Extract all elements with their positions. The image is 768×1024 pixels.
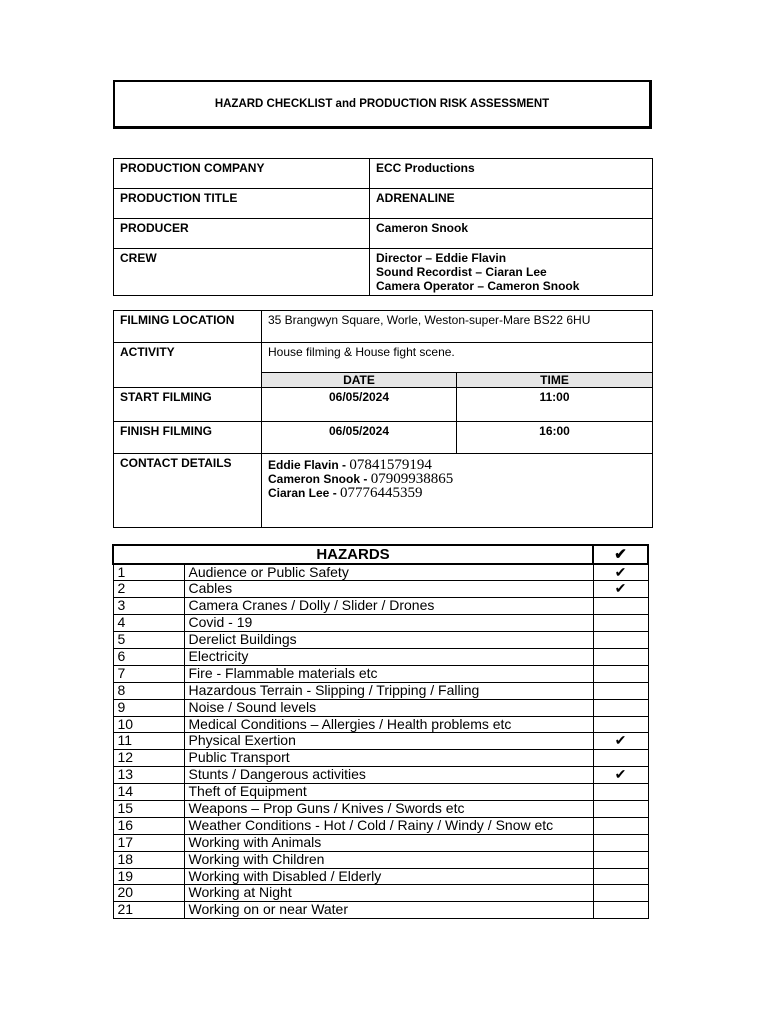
- hazard-name: Working with Disabled / Elderly: [184, 868, 593, 885]
- hazard-number: 1: [113, 564, 184, 581]
- hazard-checkmark-icon: [593, 632, 648, 649]
- hazard-name: Derelict Buildings: [184, 632, 593, 649]
- contact-name: Cameron Snook -: [268, 472, 368, 486]
- hazard-number: 5: [113, 632, 184, 649]
- hazard-checkmark-icon: ✔: [593, 581, 648, 598]
- hazard-row: [113, 834, 648, 851]
- hazard-checkmark-icon: ✔: [593, 767, 648, 784]
- activity-label: ACTIVITY: [114, 343, 262, 388]
- start-filming-time: 11:00: [457, 388, 653, 422]
- hazard-row: [113, 800, 648, 817]
- activity-value: House filming & House fight scene.: [262, 343, 653, 373]
- hazard-number: 19: [113, 868, 184, 885]
- hazard-name: Electricity: [184, 648, 593, 665]
- hazard-name: Fire - Flammable materials etc: [184, 665, 593, 682]
- contact-phone: 07909938865: [370, 471, 454, 487]
- contact-details-value: [262, 454, 653, 528]
- hazard-name: Cables: [184, 581, 593, 598]
- contact-phone: 07776445359: [340, 485, 423, 501]
- filming-location-row: [114, 311, 653, 343]
- hazard-number: 9: [113, 699, 184, 716]
- location-schedule-table: [113, 310, 653, 528]
- production-company-value: ECC Productions: [370, 159, 653, 189]
- hazard-row: [113, 767, 648, 784]
- hazard-number: 7: [113, 665, 184, 682]
- hazard-name: Stunts / Dangerous activities: [184, 767, 593, 784]
- hazard-row: [113, 716, 648, 733]
- hazard-row: [113, 581, 648, 598]
- producer-label: PRODUCER: [114, 219, 370, 249]
- hazard-checkmark-icon: [593, 716, 648, 733]
- hazard-row: [113, 885, 648, 902]
- hazard-name: Weapons – Prop Guns / Knives / Swords etc: [184, 800, 593, 817]
- hazard-number: 16: [113, 817, 184, 834]
- contact-details-label: CONTACT DETAILS: [114, 454, 262, 528]
- crew-value: [370, 249, 653, 296]
- activity-row: [114, 343, 653, 373]
- production-details-table: [113, 158, 653, 296]
- filming-location-label: FILMING LOCATION: [114, 311, 262, 343]
- date-header: DATE: [262, 373, 457, 388]
- producer-row: [114, 219, 653, 249]
- hazard-number: 8: [113, 682, 184, 699]
- hazard-checkmark-icon: [593, 784, 648, 801]
- producer-value: Cameron Snook: [370, 219, 653, 249]
- contact-phone: 07841579194: [349, 457, 432, 473]
- hazard-checkmark-icon: [593, 682, 648, 699]
- crew-sound: Sound Recordist – Ciaran Lee: [376, 265, 547, 279]
- hazard-row: [113, 851, 648, 868]
- contact-name: Eddie Flavin -: [268, 458, 347, 472]
- hazard-name: Physical Exertion: [184, 733, 593, 750]
- hazard-number: 6: [113, 648, 184, 665]
- hazard-row: [113, 868, 648, 885]
- time-header: TIME: [457, 373, 653, 388]
- hazard-row: [113, 615, 648, 632]
- hazard-number: 20: [113, 885, 184, 902]
- hazards-title: HAZARDS: [113, 545, 593, 564]
- hazard-row: [113, 632, 648, 649]
- hazard-name: Covid - 19: [184, 615, 593, 632]
- contact-eddie: [268, 458, 646, 472]
- hazard-row: [113, 648, 648, 665]
- hazard-name: Weather Conditions - Hot / Cold / Rainy / Windy / Snow etc: [184, 817, 593, 834]
- document-title-box: [113, 80, 652, 129]
- crew-camera: Camera Operator – Cameron Snook: [376, 279, 580, 293]
- contact-details-row: [114, 454, 653, 528]
- contact-cameron: [268, 472, 646, 486]
- finish-filming-label: FINISH FILMING: [114, 422, 262, 454]
- start-filming-date: 06/05/2024: [262, 388, 457, 422]
- hazard-name: Audience or Public Safety: [184, 564, 593, 581]
- hazard-name: Hazardous Terrain - Slipping / Tripping / Falling: [184, 682, 593, 699]
- hazard-checkmark-icon: [593, 648, 648, 665]
- hazard-number: 18: [113, 851, 184, 868]
- hazard-name: Working on or near Water: [184, 902, 593, 919]
- hazard-name: Working at Night: [184, 885, 593, 902]
- finish-filming-time: 16:00: [457, 422, 653, 454]
- hazard-name: Medical Conditions – Allergies / Health problems etc: [184, 716, 593, 733]
- production-title-row: [114, 189, 653, 219]
- contact-ciaran: [268, 486, 646, 500]
- hazard-number: 14: [113, 784, 184, 801]
- hazard-checkmark-icon: [593, 902, 648, 919]
- hazard-checkmark-icon: [593, 750, 648, 767]
- document-title: HAZARD CHECKLIST and PRODUCTION RISK ASSESSMENT: [214, 98, 550, 110]
- hazard-number: 17: [113, 834, 184, 851]
- production-title-label: PRODUCTION TITLE: [114, 189, 370, 219]
- hazard-name: Public Transport: [184, 750, 593, 767]
- crew-row: [114, 249, 653, 296]
- hazard-checkmark-icon: [593, 615, 648, 632]
- finish-filming-date: 06/05/2024: [262, 422, 457, 454]
- hazard-checkmark-icon: [593, 817, 648, 834]
- contact-name: Ciaran Lee -: [268, 486, 337, 500]
- hazard-number: 11: [113, 733, 184, 750]
- production-company-label: PRODUCTION COMPANY: [114, 159, 370, 189]
- start-filming-row: [114, 388, 653, 422]
- hazard-number: 12: [113, 750, 184, 767]
- crew-label: CREW: [114, 249, 370, 296]
- hazard-row: [113, 750, 648, 767]
- finish-filming-row: [114, 422, 653, 454]
- hazard-name: Working with Animals: [184, 834, 593, 851]
- hazard-row: [113, 699, 648, 716]
- hazard-name: Noise / Sound levels: [184, 699, 593, 716]
- hazard-row: [113, 665, 648, 682]
- hazard-row: [113, 902, 648, 919]
- hazard-row: [113, 733, 648, 750]
- hazard-number: 4: [113, 615, 184, 632]
- hazard-number: 15: [113, 800, 184, 817]
- hazard-checkmark-icon: [593, 834, 648, 851]
- hazard-name: Theft of Equipment: [184, 784, 593, 801]
- check-header-icon: ✔: [593, 545, 648, 564]
- hazard-number: 13: [113, 767, 184, 784]
- hazard-number: 10: [113, 716, 184, 733]
- hazards-header-row: [113, 545, 648, 564]
- production-title-value: ADRENALINE: [370, 189, 653, 219]
- filming-location-value: 35 Brangwyn Square, Worle, Weston-super-Mare BS22 6HU: [262, 311, 653, 343]
- hazard-checkmark-icon: [593, 699, 648, 716]
- hazards-table: [112, 544, 649, 919]
- hazard-checkmark-icon: [593, 800, 648, 817]
- hazard-checkmark-icon: [593, 885, 648, 902]
- hazard-number: 21: [113, 902, 184, 919]
- hazard-checkmark-icon: [593, 868, 648, 885]
- hazard-checkmark-icon: ✔: [593, 564, 648, 581]
- hazard-number: 2: [113, 581, 184, 598]
- hazard-row: [113, 682, 648, 699]
- start-filming-label: START FILMING: [114, 388, 262, 422]
- hazard-checkmark-icon: [593, 598, 648, 615]
- crew-director: Director – Eddie Flavin: [376, 251, 507, 265]
- hazard-row: [113, 817, 648, 834]
- hazard-number: 3: [113, 598, 184, 615]
- hazard-checkmark-icon: [593, 665, 648, 682]
- hazard-checkmark-icon: [593, 851, 648, 868]
- hazard-name: Camera Cranes / Dolly / Slider / Drones: [184, 598, 593, 615]
- hazard-row: [113, 564, 648, 581]
- hazard-name: Working with Children: [184, 851, 593, 868]
- production-company-row: [114, 159, 653, 189]
- hazard-checkmark-icon: ✔: [593, 733, 648, 750]
- hazard-row: [113, 598, 648, 615]
- hazard-row: [113, 784, 648, 801]
